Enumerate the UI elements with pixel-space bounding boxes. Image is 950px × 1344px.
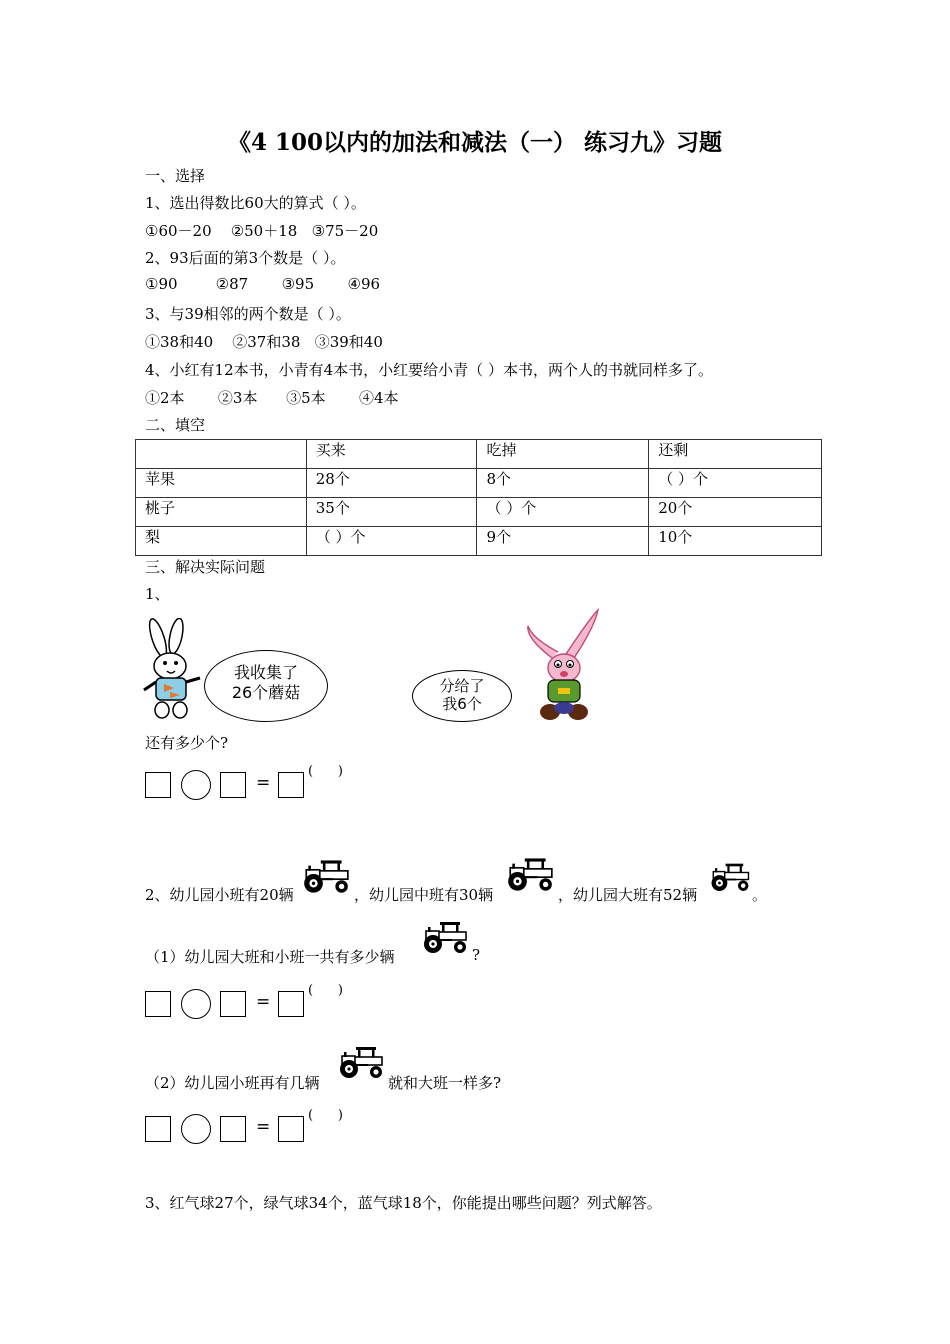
table-cell: 10个 xyxy=(649,527,822,556)
table-cell: 35个 xyxy=(306,498,477,527)
tractor-icon xyxy=(504,854,556,892)
operator-circle[interactable] xyxy=(181,989,211,1019)
tractor-icon xyxy=(300,856,352,894)
table-row xyxy=(136,527,822,556)
table-header-cell xyxy=(136,440,307,469)
answer-box[interactable] xyxy=(145,991,171,1017)
table-cell: （ ）个 xyxy=(477,498,649,527)
table-cell: （ ）个 xyxy=(649,469,822,498)
table-header-row xyxy=(136,440,822,469)
speech-bubble-collected xyxy=(204,650,328,722)
answer-box[interactable] xyxy=(220,772,246,798)
problem-2-question-1: （1）幼儿园大班和小班一共有多少辆 xyxy=(145,948,395,966)
table-header-cell: 吃掉 xyxy=(477,440,649,469)
answer-box[interactable] xyxy=(145,772,171,798)
equals-sign: = xyxy=(256,1117,271,1137)
question-3: 3、与39相邻的两个数是（ ）。 xyxy=(145,305,351,323)
page-title: 《4 100以内的加法和减法（一） 练习九》习题 xyxy=(227,129,723,156)
unit-paren: ( ) xyxy=(308,764,343,779)
table-row xyxy=(136,469,822,498)
answer-box[interactable] xyxy=(145,1116,171,1142)
question-4: 4、小红有12本书，小青有4本书，小红要给小青（ ）本书，两个人的书就同样多了。 xyxy=(145,361,713,379)
table-cell: 28个 xyxy=(306,469,477,498)
table-cell: 20个 xyxy=(649,498,822,527)
question-2: 2、93后面的第3个数是（ ）。 xyxy=(145,249,346,267)
question-2-options: ①90 ②87 ③95 ④96 xyxy=(145,275,381,293)
table-row xyxy=(136,498,822,527)
table-cell: 8个 xyxy=(477,469,649,498)
table-cell: （ ）个 xyxy=(306,527,477,556)
table-cell: 苹果 xyxy=(136,469,307,498)
answer-box[interactable] xyxy=(278,1116,304,1142)
problem-3: 3、红气球27个，绿气球34个，蓝气球18个，你能提出哪些问题？列式解答。 xyxy=(145,1194,662,1212)
answer-box[interactable] xyxy=(278,991,304,1017)
answer-box[interactable] xyxy=(278,772,304,798)
problem-2-text-a: 2、幼儿园小班有20辆 xyxy=(145,886,294,904)
problem-2-text-d: 。 xyxy=(752,886,768,904)
table-header-cell: 买来 xyxy=(306,440,477,469)
problem-1-question: 还有多少个? xyxy=(145,734,229,752)
table-cell: 9个 xyxy=(477,527,649,556)
problem-2-question-1-end: ? xyxy=(472,946,481,964)
question-4-options: ①2本 ②3本 ③5本 ④4本 xyxy=(145,389,399,407)
table-cell: 桃子 xyxy=(136,498,307,527)
problem-2-question-2-end: 就和大班一样多? xyxy=(388,1074,502,1092)
operator-circle[interactable] xyxy=(181,1114,211,1144)
question-3-options: ①38和40 ②37和38 ③39和40 xyxy=(145,333,383,351)
section3-heading: 三、解决实际问题 xyxy=(145,558,266,576)
pink-rabbit-illustration xyxy=(518,608,606,722)
problem-2-text-b: ，幼儿园中班有30辆 xyxy=(354,886,494,904)
fill-table xyxy=(135,439,822,556)
unit-paren: ( ) xyxy=(308,1108,343,1123)
section1-heading: 一、选择 xyxy=(145,167,206,185)
tractor-icon xyxy=(336,1043,386,1079)
bubble-text: 分给了 xyxy=(439,677,485,695)
problem-2-text-c: ，幼儿园大班有52辆 xyxy=(558,886,698,904)
bubble-text: 26个蘑菇 xyxy=(231,683,301,702)
tractor-icon xyxy=(420,918,470,954)
operator-circle[interactable] xyxy=(181,770,211,800)
question-1: 1、选出得数比60大的算式（ ）。 xyxy=(145,194,366,212)
table-header-cell: 还剩 xyxy=(649,440,822,469)
unit-paren: ( ) xyxy=(308,983,343,998)
answer-box[interactable] xyxy=(220,991,246,1017)
bubble-text: 我6个 xyxy=(442,695,482,713)
question-1-options: ①60－20 ②50＋18 ③75－20 xyxy=(145,222,379,240)
section2-heading: 二、填空 xyxy=(145,416,206,434)
equals-sign: = xyxy=(256,773,271,793)
answer-box[interactable] xyxy=(220,1116,246,1142)
white-rabbit-illustration xyxy=(140,618,208,722)
equals-sign: = xyxy=(256,992,271,1012)
tractor-icon xyxy=(708,860,752,892)
problem-2-question-2: （2）幼儿园小班再有几辆 xyxy=(145,1074,320,1092)
bubble-text: 我收集了 xyxy=(233,663,298,682)
speech-bubble-given xyxy=(412,670,512,722)
problem-1-label: 1、 xyxy=(145,585,170,603)
table-cell: 梨 xyxy=(136,527,307,556)
